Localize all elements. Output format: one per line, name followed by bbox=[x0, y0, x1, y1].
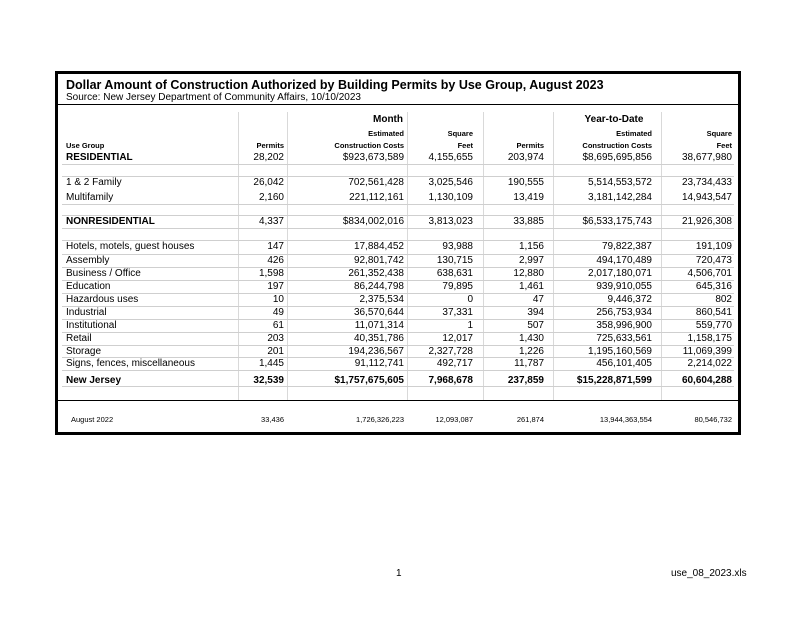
row-y-cost: 725,633,561 bbox=[596, 333, 652, 344]
row-label: Retail bbox=[66, 333, 92, 344]
comparison-divider bbox=[58, 400, 738, 401]
row-label: Assembly bbox=[66, 255, 110, 266]
row-m-permits: 28,202 bbox=[253, 152, 284, 163]
row-y-cost: 3,181,142,284 bbox=[588, 192, 652, 203]
row-m-sqft: 7,968,678 bbox=[428, 375, 473, 386]
row-m-cost: 17,884,452 bbox=[353, 241, 404, 252]
use-group-header: Use Group bbox=[66, 141, 105, 150]
row-label: Hazardous uses bbox=[66, 294, 139, 305]
row-divider bbox=[62, 215, 734, 216]
month-estimated-header: Estimated bbox=[368, 129, 404, 138]
row-label: Education bbox=[66, 281, 111, 292]
row-m-permits: 201 bbox=[267, 346, 284, 357]
ytd-estimated-header: Estimated bbox=[616, 129, 652, 138]
row-y-sqft: 21,926,308 bbox=[681, 216, 732, 227]
row-m-sqft: 1 bbox=[467, 320, 473, 331]
row-m-sqft: 12,093,087 bbox=[435, 415, 473, 424]
row-label: New Jersey bbox=[66, 375, 122, 386]
row-y-permits: 13,419 bbox=[513, 192, 544, 203]
row-m-sqft: 492,717 bbox=[436, 358, 473, 369]
row-m-cost: 92,801,742 bbox=[353, 255, 404, 266]
row-y-sqft: 645,316 bbox=[695, 281, 732, 292]
row-divider bbox=[62, 357, 734, 358]
row-y-sqft: 23,734,433 bbox=[681, 177, 732, 188]
row-y-permits: 11,787 bbox=[514, 358, 544, 369]
row-m-cost: 36,570,644 bbox=[353, 307, 404, 318]
row-divider bbox=[62, 240, 734, 241]
month-feet-header: Feet bbox=[457, 141, 473, 150]
ytd-permits-header: Permits bbox=[516, 141, 544, 150]
row-y-permits: 1,156 bbox=[518, 241, 544, 252]
row-label: Industrial bbox=[66, 307, 107, 318]
row-m-permits: 426 bbox=[267, 255, 284, 266]
row-divider bbox=[62, 370, 734, 371]
row-m-sqft: 130,715 bbox=[436, 255, 473, 266]
row-y-permits: 1,226 bbox=[518, 346, 544, 357]
row-m-permits: 32,539 bbox=[253, 375, 284, 386]
row-y-permits: 507 bbox=[527, 320, 544, 331]
row-y-sqft: 38,677,980 bbox=[681, 152, 732, 163]
row-m-permits: 4,337 bbox=[258, 216, 284, 227]
row-m-permits: 61 bbox=[272, 320, 284, 331]
row-y-sqft: 4,506,701 bbox=[687, 268, 732, 279]
row-m-sqft: 4,155,655 bbox=[428, 152, 473, 163]
row-m-sqft: 79,895 bbox=[442, 281, 473, 292]
row-m-sqft: 3,813,023 bbox=[428, 216, 473, 227]
row-m-cost: 702,561,428 bbox=[348, 177, 404, 188]
row-m-permits: 197 bbox=[267, 281, 284, 292]
title-divider bbox=[58, 104, 738, 105]
row-y-cost: $6,533,175,743 bbox=[582, 216, 652, 227]
page-number: 1 bbox=[396, 568, 402, 579]
month-square-header: Square bbox=[447, 129, 473, 138]
row-y-permits: 203,974 bbox=[507, 152, 544, 163]
row-divider bbox=[62, 332, 734, 333]
row-y-permits: 237,859 bbox=[507, 375, 544, 386]
ytd-construction-costs-header: Construction Costs bbox=[582, 141, 652, 150]
row-m-cost: 91,112,741 bbox=[354, 358, 404, 369]
row-y-permits: 394 bbox=[527, 307, 544, 318]
row-label: NONRESIDENTIAL bbox=[66, 216, 155, 227]
row-y-sqft: 80,546,732 bbox=[694, 415, 732, 424]
row-m-permits: 1,445 bbox=[258, 358, 284, 369]
row-y-cost: 1,195,160,569 bbox=[588, 346, 652, 357]
row-m-sqft: 93,988 bbox=[442, 241, 473, 252]
row-y-cost: 2,017,180,071 bbox=[588, 268, 652, 279]
ytd-square-header: Square bbox=[706, 129, 732, 138]
row-y-permits: 261,874 bbox=[516, 415, 544, 424]
row-m-permits: 203 bbox=[267, 333, 284, 344]
row-y-permits: 1,461 bbox=[518, 281, 544, 292]
row-y-sqft: 559,770 bbox=[695, 320, 732, 331]
row-y-sqft: 802 bbox=[715, 294, 732, 305]
row-y-cost: 456,101,405 bbox=[596, 358, 652, 369]
month-construction-costs-header: Construction Costs bbox=[334, 141, 404, 150]
row-divider bbox=[62, 280, 734, 281]
row-y-cost: 358,996,900 bbox=[596, 320, 652, 331]
ytd-feet-header: Feet bbox=[716, 141, 732, 150]
row-m-permits: 2,160 bbox=[258, 192, 284, 203]
row-y-permits: 47 bbox=[532, 294, 544, 305]
row-label: Institutional bbox=[66, 320, 117, 331]
row-y-cost: $8,695,695,856 bbox=[582, 152, 652, 163]
row-divider bbox=[62, 345, 734, 346]
row-m-cost: $923,673,589 bbox=[342, 152, 404, 163]
row-y-cost: 9,446,372 bbox=[607, 294, 652, 305]
report-source: Source: New Jersey Department of Community Affairs, 10/10/2023 bbox=[66, 92, 361, 103]
row-m-sqft: 3,025,546 bbox=[428, 177, 473, 188]
row-m-sqft: 12,017 bbox=[442, 333, 473, 344]
row-divider bbox=[62, 254, 734, 255]
row-m-permits: 10 bbox=[272, 294, 284, 305]
row-y-cost: 494,170,489 bbox=[596, 255, 652, 266]
row-y-cost: 79,822,387 bbox=[601, 241, 652, 252]
row-m-cost: 86,244,798 bbox=[353, 281, 404, 292]
row-y-sqft: 860,541 bbox=[695, 307, 732, 318]
row-m-cost: 1,726,326,223 bbox=[356, 415, 404, 424]
row-y-cost: 939,910,055 bbox=[596, 281, 652, 292]
row-divider bbox=[62, 293, 734, 294]
row-y-cost: 256,753,934 bbox=[596, 307, 652, 318]
row-y-sqft: 191,109 bbox=[695, 241, 732, 252]
row-y-permits: 12,880 bbox=[513, 268, 544, 279]
row-label: 1 & 2 Family bbox=[66, 177, 122, 188]
row-y-cost: $15,228,871,599 bbox=[576, 375, 652, 386]
row-m-permits: 1,598 bbox=[258, 268, 284, 279]
row-y-sqft: 720,473 bbox=[695, 255, 732, 266]
row-y-cost: 5,514,553,572 bbox=[588, 177, 652, 188]
row-y-sqft: 1,158,175 bbox=[687, 333, 732, 344]
row-y-permits: 1,430 bbox=[518, 333, 544, 344]
row-label: Storage bbox=[66, 346, 102, 357]
row-label: Multifamily bbox=[66, 192, 114, 203]
row-y-permits: 33,885 bbox=[513, 216, 544, 227]
ytd-group-header: Year-to-Date bbox=[584, 114, 644, 125]
report-sheet bbox=[55, 71, 741, 435]
row-m-sqft: 2,327,728 bbox=[428, 346, 473, 357]
row-divider bbox=[62, 176, 734, 177]
row-m-sqft: 1,130,109 bbox=[428, 192, 473, 203]
row-m-sqft: 638,631 bbox=[436, 268, 473, 279]
row-divider bbox=[62, 319, 734, 320]
row-m-cost: 40,351,786 bbox=[353, 333, 404, 344]
row-m-cost: 261,352,438 bbox=[348, 268, 404, 279]
row-m-cost: 2,375,534 bbox=[359, 294, 404, 305]
row-m-permits: 147 bbox=[267, 241, 284, 252]
row-y-sqft: 60,604,288 bbox=[681, 375, 732, 386]
report-title: Dollar Amount of Construction Authorized by Building Permits by Use Group, August 2023 bbox=[66, 78, 604, 92]
row-divider bbox=[62, 164, 734, 165]
row-m-cost: $1,757,675,605 bbox=[334, 375, 404, 386]
row-label: August 2022 bbox=[71, 415, 114, 424]
row-m-cost: $834,002,016 bbox=[342, 216, 404, 227]
row-m-cost: 221,112,161 bbox=[349, 192, 404, 203]
row-m-cost: 11,071,314 bbox=[354, 320, 404, 331]
month-group-header: Month bbox=[373, 114, 403, 125]
row-divider bbox=[62, 306, 734, 307]
row-y-sqft: 2,214,022 bbox=[687, 358, 732, 369]
row-divider bbox=[62, 228, 734, 229]
row-y-permits: 190,555 bbox=[507, 177, 544, 188]
row-divider bbox=[62, 267, 734, 268]
row-y-cost: 13,944,363,554 bbox=[599, 415, 652, 424]
row-divider bbox=[62, 204, 734, 205]
row-divider bbox=[62, 386, 734, 387]
row-label: RESIDENTIAL bbox=[66, 152, 133, 163]
row-m-sqft: 0 bbox=[467, 294, 473, 305]
row-y-sqft: 11,069,399 bbox=[682, 346, 732, 357]
row-y-permits: 2,997 bbox=[518, 255, 544, 266]
row-m-permits: 49 bbox=[272, 307, 284, 318]
row-m-sqft: 37,331 bbox=[442, 307, 473, 318]
month-permits-header: Permits bbox=[256, 141, 284, 150]
row-label: Business / Office bbox=[66, 268, 141, 279]
row-y-sqft: 14,943,547 bbox=[681, 192, 732, 203]
file-name: use_08_2023.xls bbox=[671, 568, 747, 579]
row-label: Signs, fences, miscellaneous bbox=[66, 358, 195, 369]
row-m-cost: 194,236,567 bbox=[348, 346, 404, 357]
row-m-permits: 26,042 bbox=[253, 177, 284, 188]
row-m-permits: 33,436 bbox=[261, 415, 284, 424]
row-label: Hotels, motels, guest houses bbox=[66, 241, 195, 252]
